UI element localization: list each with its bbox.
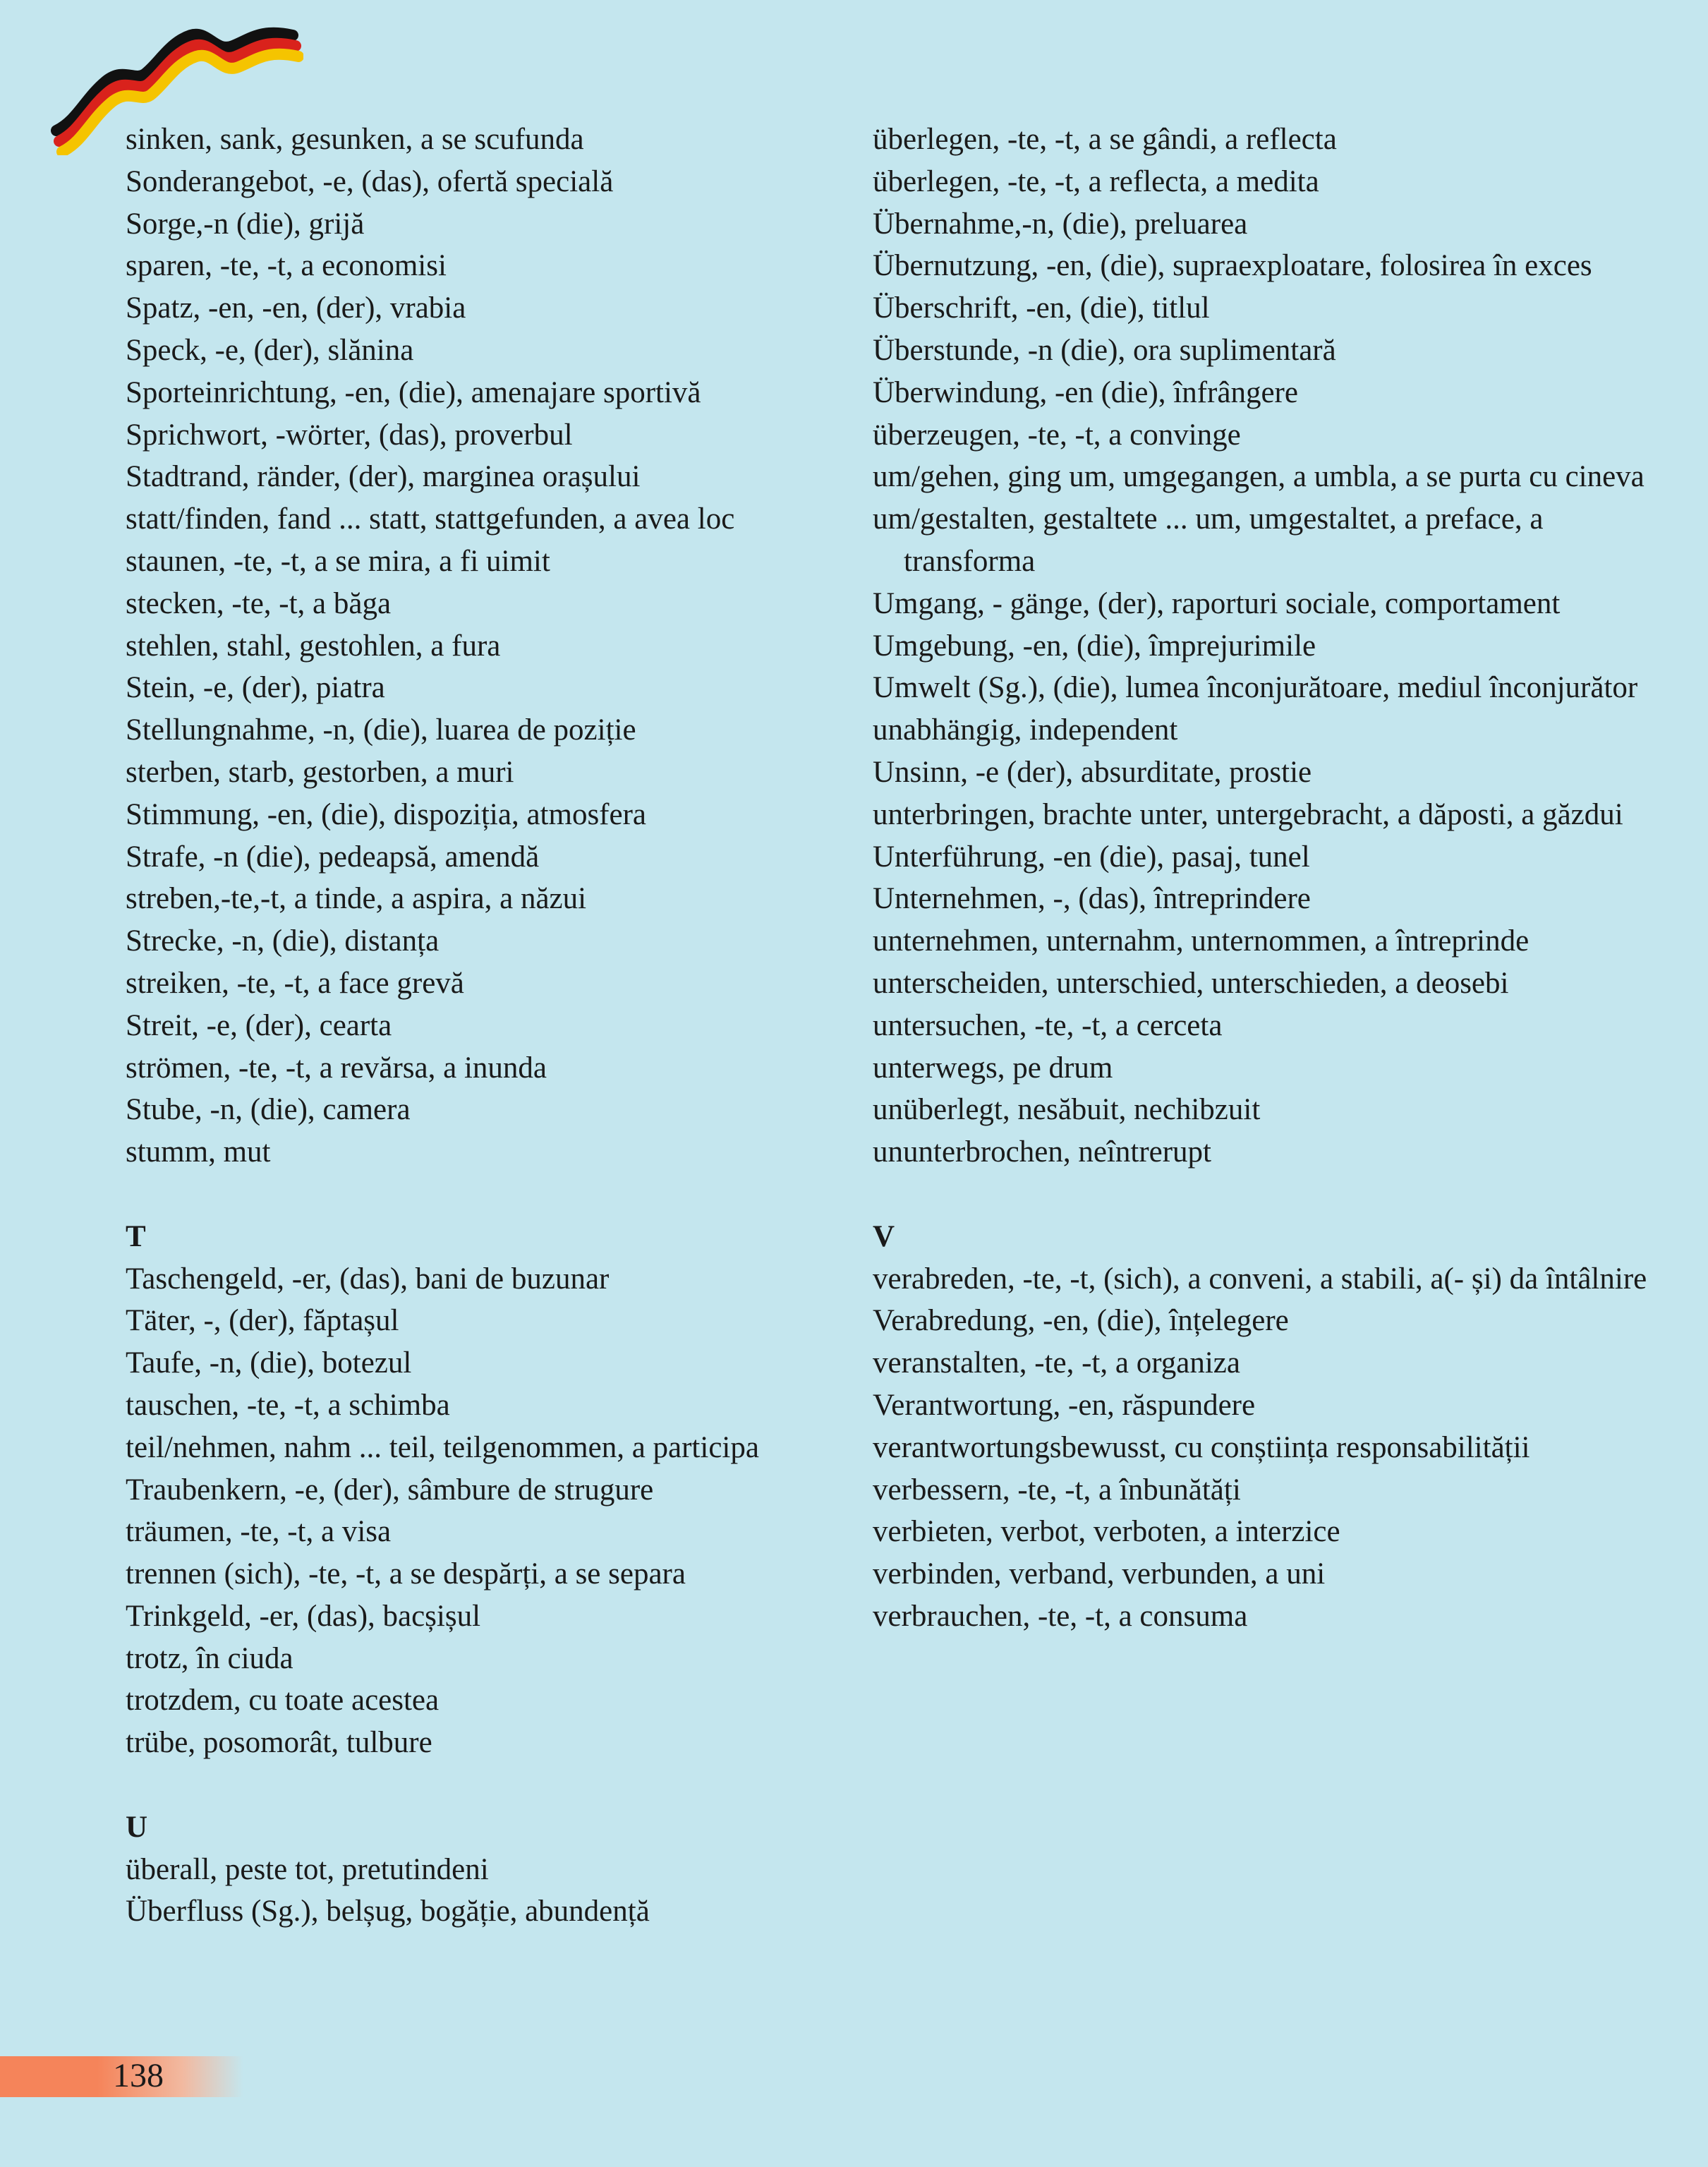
glossary-entry: Speck, -e, (der), slănina <box>126 333 414 367</box>
glossary-entry: unterbringen, brachte unter, untergebracht, a dăposti, a găzdui <box>873 797 1623 831</box>
section-letter: V <box>873 1219 895 1253</box>
page-number: 138 <box>113 2057 164 2094</box>
glossary-entry: streben,-te,-t, a tinde, a aspira, a năzui <box>126 882 587 916</box>
glossary-entry: Streit, -e, (der), cearta <box>126 1008 392 1042</box>
glossary-entry: Umgebung, -en, (die), împrejurimile <box>873 629 1316 663</box>
glossary-entry: Strecke, -n, (die), distanța <box>126 924 440 958</box>
glossary-entry: untersuchen, -te, -t, a cerceta <box>873 1008 1223 1042</box>
glossary-entry: überlegen, -te, -t, a se gândi, a reflecta <box>873 123 1337 156</box>
glossary-entry: Stube, -n, (die), camera <box>126 1093 411 1127</box>
glossary-entry: um/gestalten, gestaltete ... um, umgestaltet, a preface, a transforma <box>873 502 1544 578</box>
glossary-entry: Unsinn, -e (der), absurditate, prostie <box>873 755 1312 789</box>
glossary-entry: trotz, în ciuda <box>126 1641 293 1675</box>
glossary-entry: Stimmung, -en, (die), dispoziția, atmosfera <box>126 797 646 831</box>
glossary-entry: Täter, -, (der), făptașul <box>126 1304 399 1338</box>
glossary-entry: unternehmen, unternahm, unternommen, a întreprinde <box>873 924 1530 958</box>
glossary-entry: verbinden, verband, verbunden, a uni <box>873 1557 1326 1591</box>
glossary-entry: veranstalten, -te, -t, a organiza <box>873 1346 1240 1380</box>
glossary-entry: um/gehen, ging um, umgegangen, a umbla, a se purta cu cineva <box>873 460 1645 494</box>
section-letter: U <box>126 1810 148 1844</box>
glossary-entry: Stadtrand, ränder, (der), marginea orașului <box>126 460 641 494</box>
glossary-entry: Überschrift, -en, (die), titlul <box>873 291 1210 325</box>
glossary-entry: Überstunde, -n (die), ora suplimentară <box>873 333 1336 367</box>
glossary-entry: Stein, -e, (der), piatra <box>126 671 385 705</box>
glossary-entry: ununterbrochen, neîntrerupt <box>873 1135 1211 1169</box>
glossary-entry: sterben, starb, gestorben, a muri <box>126 755 514 789</box>
glossary-entry: trennen (sich), -te, -t, a se despărți, a se separa <box>126 1557 686 1591</box>
glossary-entry: sinken, sank, gesunken, a se scufunda <box>126 123 584 156</box>
glossary-entry: staunen, -te, -t, a se mira, a fi uimit <box>126 544 550 578</box>
glossary-entry: Strafe, -n (die), pedeapsă, amendă <box>126 840 540 874</box>
glossary-entry: überlegen, -te, -t, a reflecta, a medita <box>873 164 1319 198</box>
glossary-entry: unüberlegt, nesăbuit, nechibzuit <box>873 1093 1261 1127</box>
glossary-entry: verbessern, -te, -t, a înbunătăți <box>873 1473 1241 1507</box>
glossary-entry: streiken, -te, -t, a face grevă <box>126 966 464 1000</box>
glossary-entry: Sporteinrichtung, -en, (die), amenajare sportivă <box>126 375 701 409</box>
glossary-entry: sparen, -te, -t, a economisi <box>126 249 447 283</box>
glossary-entry: unabhängig, independent <box>873 713 1178 747</box>
glossary-entry: Unterführung, -en (die), pasaj, tunel <box>873 840 1310 874</box>
right-column <box>873 119 1649 1638</box>
glossary-entry: überall, peste tot, pretutindeni <box>126 1852 489 1886</box>
glossary-entry: verbrauchen, -te, -t, a consuma <box>873 1599 1248 1633</box>
glossary-entry: Übernahme,-n, (die), preluarea <box>873 207 1248 241</box>
glossary-entry: Verantwortung, -en, răspundere <box>873 1388 1256 1422</box>
glossary-entry: unterwegs, pe drum <box>873 1051 1113 1085</box>
glossary-entry: unterscheiden, unterschied, unterschieden, a deosebi <box>873 966 1509 1000</box>
glossary-entry: Stellungnahme, -n, (die), luarea de poziție <box>126 713 636 747</box>
glossary-entry: Sprichwort, -wörter, (das), proverbul <box>126 418 573 452</box>
glossary-entry: Taschengeld, -er, (das), bani de buzunar <box>126 1262 610 1296</box>
glossary-entry: Sonderangebot, -e, (das), ofertă specială <box>126 164 614 198</box>
glossary-entry: Übernutzung, -en, (die), supraexploatare, folosirea în exces <box>873 249 1592 283</box>
glossary-entry: Umwelt (Sg.), (die), lumea înconjurătoare, mediul înconjurător <box>873 671 1638 705</box>
glossary-entry: Taufe, -n, (die), botezul <box>126 1346 412 1380</box>
glossary-entry: stumm, mut <box>126 1135 271 1169</box>
glossary-entry: Traubenkern, -e, (der), sâmbure de strugure <box>126 1473 654 1507</box>
glossary-entry: Überwindung, -en (die), înfrângere <box>873 375 1298 409</box>
glossary-entry: tauschen, -te, -t, a schimba <box>126 1388 450 1422</box>
glossary-entry: strömen, -te, -t, a revărsa, a inunda <box>126 1051 547 1085</box>
glossary-entry: überzeugen, -te, -t, a convinge <box>873 418 1241 452</box>
glossary-entry: Sorge,-n (die), grijă <box>126 207 365 241</box>
glossary-entry: stehlen, stahl, gestohlen, a fura <box>126 629 501 663</box>
glossary-entry: Spatz, -en, -en, (der), vrabia <box>126 291 466 325</box>
glossary-entry: statt/finden, fand ... statt, stattgefunden, a avea loc <box>126 502 735 536</box>
glossary-entry: Überfluss (Sg.), belșug, bogăție, abundență <box>126 1895 650 1928</box>
glossary-entry: trübe, posomorât, tulbure <box>126 1726 432 1760</box>
left-column <box>126 119 845 1933</box>
glossary-entry: stecken, -te, -t, a băga <box>126 586 392 620</box>
glossary-entry: verantwortungsbewusst, cu conștiința responsabilității <box>873 1430 1530 1464</box>
glossary-entry: träumen, -te, -t, a visa <box>126 1515 392 1549</box>
glossary-entry: Verabredung, -en, (die), înțelegere <box>873 1304 1289 1338</box>
glossary-entry: verbieten, verbot, verboten, a interzice <box>873 1515 1340 1549</box>
glossary-entry: trotzdem, cu toate acestea <box>126 1684 440 1718</box>
glossary-entry: verabreden, -te, -t, (sich), a conveni, a stabili, a(- și) da întâlnire <box>873 1262 1647 1296</box>
glossary-entry: teil/nehmen, nahm ... teil, teilgenommen, a participa <box>126 1430 759 1464</box>
glossary-entry: Trinkgeld, -er, (das), bacșișul <box>126 1599 481 1633</box>
section-letter: T <box>126 1219 146 1253</box>
glossary-entry: Umgang, - gänge, (der), raporturi sociale, comportament <box>873 586 1561 620</box>
glossary-entry: Unternehmen, -, (das), întreprindere <box>873 882 1311 916</box>
